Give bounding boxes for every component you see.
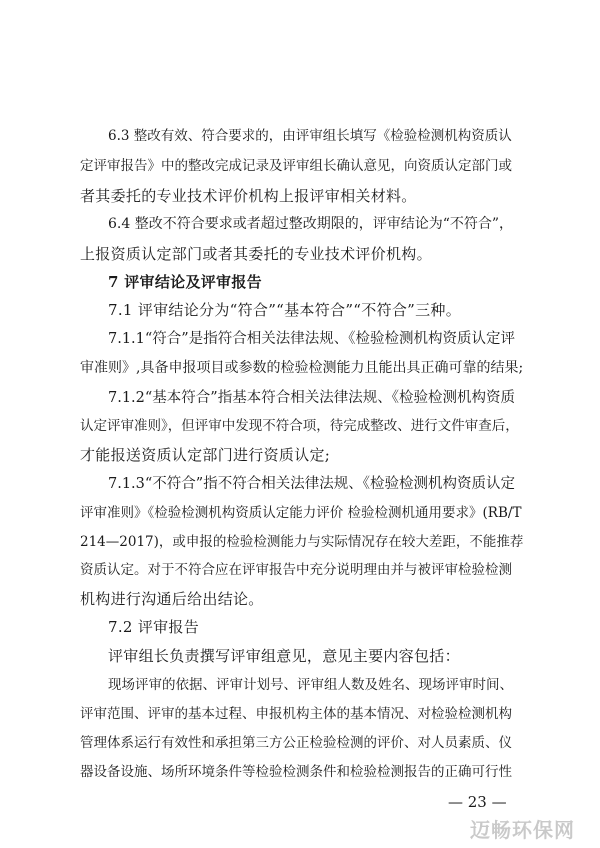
text-line: 评审组长负责撰写评审组意见，意见主要内容包括： (108, 647, 460, 665)
text-line: 7.1 评审结论分为“符合”“基本符合”“不符合”三种。 (108, 301, 462, 319)
text-line: 评审范围、评审的基本过程、申报机构主体的基本情况、对检验检测机构 (80, 706, 512, 722)
watermark: 迈畅环保网 (470, 818, 575, 842)
section-heading: 7 评审结论及评审报告 (108, 273, 262, 291)
text-line: 7.1.2“基本符合”指基本符合相关法律法规、《检验检测机构资质 (108, 390, 515, 406)
text-line: 现场评审的依据、评审计划号、评审组人数及姓名、现场评审时间、 (108, 677, 513, 693)
text-line: 7.2 评审报告 (108, 618, 200, 636)
text-line: 214—2017)，或申报的检验检测能力与实际情况存在较大差距，不能推荐 (80, 534, 524, 550)
text-line: 上报资质认定部门或者其委托的专业技术评价机构。 (80, 245, 432, 263)
text-line: 资质认定。对于不符合应在评审报告中充分说明理由并与被评审检验检测 (80, 562, 512, 578)
text-line: 定评审报告》中的整改完成记录及评审组长确认意见，向资质认定部门或 (80, 158, 512, 174)
text-line: 7.1.3“不符合”指不符合相关法律法规、《检验检测机构资质认定 (108, 476, 515, 492)
text-line: 管理体系运行有效性和承担第三方公正检验检测的评价、对人员素质、仪 (80, 735, 512, 751)
text-line: 机构进行沟通后给出结论。 (80, 590, 264, 608)
text-line: 6.4 整改不符合要求或者超过整改期限的，评审结论为“不符合”， (108, 216, 514, 232)
text-line: 者其委托的专业技术评价机构上报评审相关材料。 (80, 187, 417, 205)
text-line: 才能报送资质认定部门进行资质认定; (80, 446, 331, 464)
page-number: — 23 — (448, 793, 507, 811)
text-line: 器设备设施、场所环境条件等检验检测条件和检验检测报告的正确可行性 (80, 764, 512, 780)
text-line: 审准则》,具备申报项目或参数的检验检测能力且能出具正确可靠的结果; (80, 360, 524, 376)
text-line: 评审准则》《检验检测机构资质认定能力评价 检验检测机通用要求》(RB/T (80, 505, 522, 521)
text-line: 认定评审准则》，但评审中发现不符合项，待完成整改、进行文件审查后， (80, 418, 519, 434)
text-line: 7.1.1“符合”是指符合相关法律法规、《检验检测机构资质认定评 (108, 331, 515, 347)
text-line: 6.3 整改有效、符合要求的，由评审组长填写《检验检测机构资质认 (108, 128, 512, 144)
